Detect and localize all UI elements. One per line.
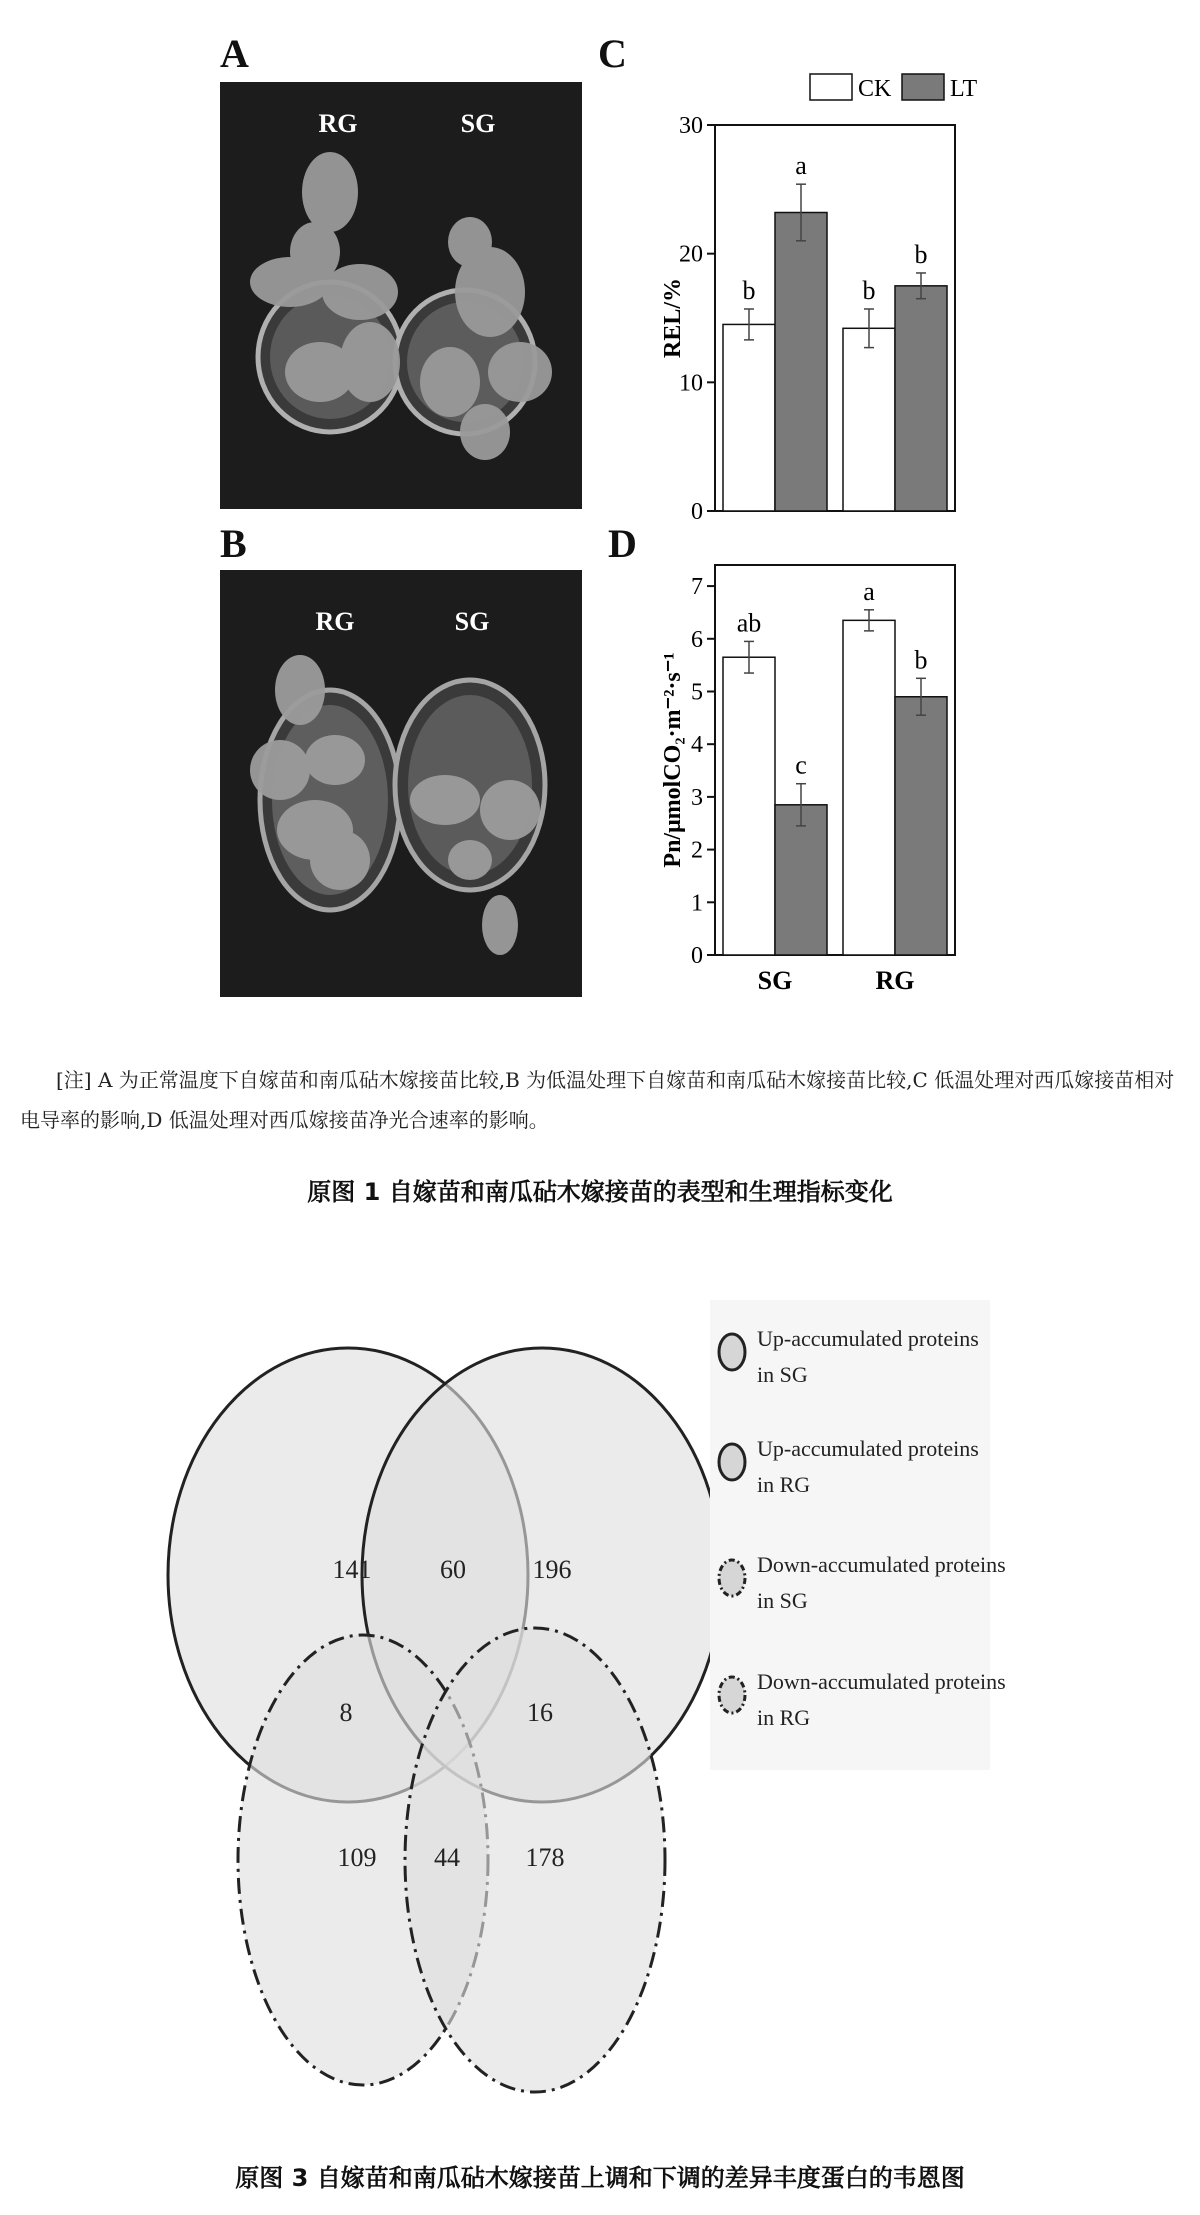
- chart-d-ytick-label: 3: [691, 784, 703, 811]
- chart-c-ytick-label: 10: [679, 370, 703, 397]
- legend-label-up-sg-2: in SG: [757, 1362, 808, 1387]
- legend-label-down-rg-1: Down-accumulated proteins: [757, 1669, 1006, 1694]
- panel-d-letter: D: [608, 521, 637, 566]
- figure3-caption: 原图 3 自嫁苗和南瓜砧木嫁接苗上调和下调的差异丰度蛋白的韦恩图: [235, 2164, 965, 2192]
- chart-c-ytick-label: 30: [679, 113, 703, 139]
- chart-c-ytick-label: 20: [679, 241, 703, 268]
- figure1-note: [注] A 为正常温度下自嫁苗和南瓜砧木嫁接苗比较,B 为低温处理下自嫁苗和南瓜砧木嫁接苗比较,C 低温处理对西瓜嫁接苗相对电导率的影响,D 低温处理对西瓜嫁接苗净光合速率的影响。: [20, 1068, 1175, 1132]
- photo-b-label-sg: SG: [454, 607, 490, 636]
- legend-label-up-sg-1: Up-accumulated proteins: [757, 1326, 979, 1351]
- venn-count-down-rg-only: 178: [525, 1843, 565, 1872]
- bar-d-rg-ck: [843, 620, 895, 955]
- legend-swatch-down-sg: [719, 1560, 745, 1596]
- significance-letter: b: [742, 275, 756, 305]
- chart-d-ytick-label: 1: [691, 890, 703, 917]
- bar-c-sg-lt: [775, 212, 827, 511]
- legend-swatch-down-rg: [719, 1677, 745, 1713]
- photo-a-label-rg: RG: [318, 109, 358, 138]
- venn-count-up-rg-only: 196: [532, 1555, 572, 1584]
- significance-letter: a: [795, 151, 807, 181]
- chart-d-ytick-label: 6: [691, 626, 703, 653]
- venn-count-up-sg-only: 141: [332, 1555, 372, 1584]
- rel-bar-chart: [640, 60, 1000, 520]
- chart-d-ytick-label: 0: [691, 943, 703, 969]
- chart-d-ytick-label: 7: [691, 574, 703, 601]
- chart-d-ytick-label: 5: [691, 679, 703, 706]
- venn-count-up-overlap: 60: [440, 1555, 466, 1584]
- chart-c-ytick-label: 0: [691, 499, 703, 520]
- legend-label-up-rg-1: Up-accumulated proteins: [757, 1436, 979, 1461]
- x-tick-label-rg: RG: [875, 966, 915, 995]
- bar-d-rg-lt: [895, 697, 947, 955]
- panel-a-letter: A: [220, 31, 249, 76]
- chart-d-ylabel: Pn/μmolCO₂·m⁻²·s⁻¹: [660, 652, 686, 868]
- figure1-caption: 原图 1 自嫁苗和南瓜砧木嫁接苗的表型和生理指标变化: [307, 1178, 893, 1206]
- bar-c-sg-ck: [723, 324, 775, 511]
- chart-d-ytick-label: 4: [691, 732, 703, 759]
- panel-b-letter: B: [220, 521, 247, 566]
- venn-count-up-down-rg: 16: [527, 1698, 553, 1727]
- venn-count-down-overlap: 44: [434, 1843, 460, 1872]
- legend-label-up-rg-2: in RG: [757, 1472, 811, 1497]
- significance-letter: c: [795, 750, 807, 780]
- legend-label-down-rg-2: in RG: [757, 1705, 811, 1730]
- significance-letter: ab: [736, 608, 762, 638]
- panel-c-letter: C: [598, 31, 627, 76]
- pn-bar-chart: [640, 555, 1000, 1005]
- x-tick-label-sg: SG: [757, 966, 793, 995]
- chart-d-ytick-label: 2: [691, 837, 703, 864]
- significance-letter: a: [863, 576, 875, 606]
- legend-swatch-up-rg: [719, 1444, 745, 1480]
- bar-d-sg-ck: [723, 657, 775, 955]
- legend-label-ck: CK: [858, 76, 892, 102]
- chart-c-ylabel: REL/%: [660, 277, 686, 359]
- venn-diagram: [0, 1300, 1200, 2140]
- venn-legend: [710, 1300, 1006, 1770]
- photo-b-label-rg: RG: [315, 607, 355, 636]
- significance-letter: b: [862, 275, 876, 305]
- photo-a: [220, 82, 582, 509]
- legend-swatch-ck: [810, 74, 852, 100]
- venn-count-up-down-sg: 8: [339, 1698, 353, 1727]
- bar-c-rg-lt: [895, 286, 947, 511]
- significance-letter: b: [914, 645, 928, 675]
- significance-letter: b: [914, 239, 928, 269]
- legend-label-down-sg-2: in SG: [757, 1588, 808, 1613]
- photo-b: [220, 570, 582, 997]
- legend-label-down-sg-1: Down-accumulated proteins: [757, 1552, 1006, 1577]
- bar-c-rg-ck: [843, 328, 895, 511]
- bar-d-sg-lt: [775, 805, 827, 955]
- photo-a-label-sg: SG: [460, 109, 496, 138]
- legend-swatch-lt: [902, 74, 944, 100]
- venn-count-down-sg-only: 109: [337, 1843, 377, 1872]
- legend-swatch-up-sg: [719, 1334, 745, 1370]
- legend-label-lt: LT: [950, 76, 978, 102]
